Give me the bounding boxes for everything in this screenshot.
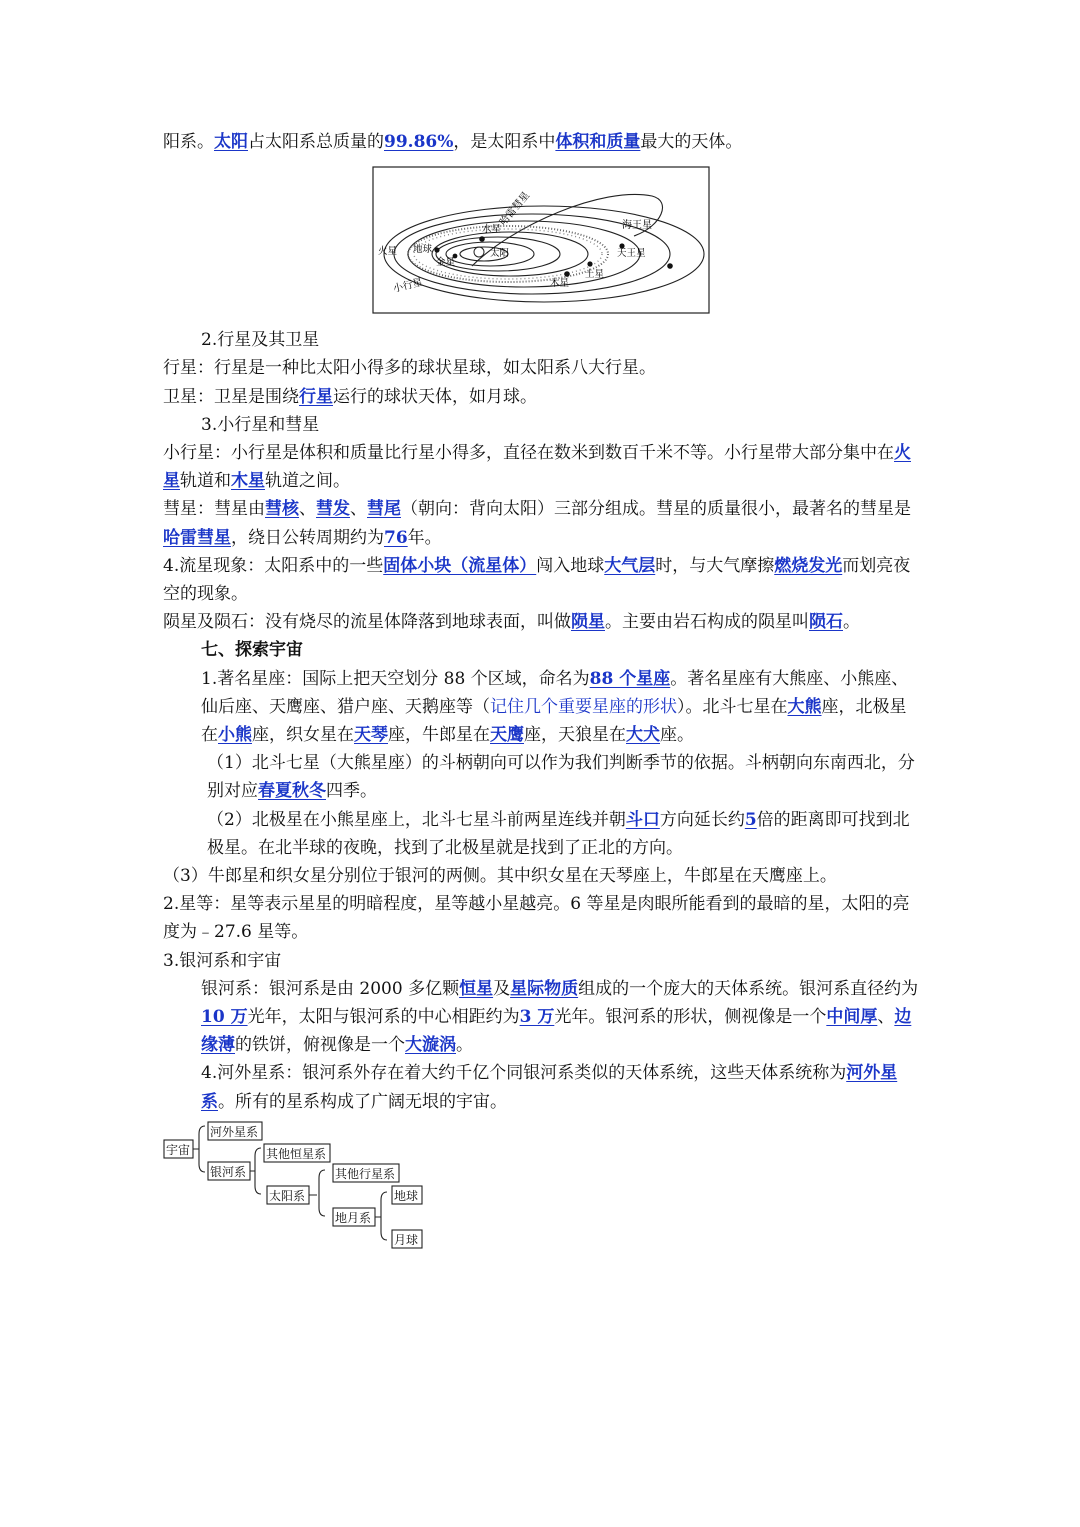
- satellite-definition: 卫星：卫星是围绕行星运行的球状天体，如月球。: [163, 386, 537, 407]
- diagram-label-mercury: 水星: [482, 224, 502, 236]
- solar-mass-paragraph: 阳系。太阳占太阳系总质量的99.86%，是太阳系中体积和质量最大的天体。: [163, 132, 743, 152]
- planet-definition: 行星：行星是一种比太阳小得多的球状星球，如太阳系八大行星。: [163, 358, 656, 379]
- document-page: [163, 128, 923, 1260]
- diagram-label-sun: 太阳: [490, 248, 510, 260]
- diagram-label-jupiter: 木星: [550, 278, 570, 290]
- tree-node-other-star-systems: 其他恒星系: [266, 1146, 327, 1161]
- tree-node-solar-system: 太阳系: [269, 1188, 306, 1203]
- diagram-label-earth: 地球: [413, 244, 433, 256]
- meteorite-paragraph: 陨星及陨石：没有烧尽的流星体降落到地球表面，叫做陨星。主要由岩石构成的陨星叫陨石。: [163, 612, 860, 633]
- section-explore-universe-heading: 七、探索宇宙: [201, 640, 303, 661]
- meteor-paragraph: 4.流星现象：太阳系中的一些固体小块（流星体）闯入地球大气层时，与大气摩擦燃烧发光而划亮夜空的现象。: [163, 555, 911, 605]
- polaris-paragraph: （2）北极星在小熊星座上，北斗七星斗前两星连线并朝斗口方向延长约5倍的距离即可找到北极星。在北半球的夜晚，找到了北极星就是找到了正北的方向。: [207, 809, 910, 858]
- tree-node-other-planet-systems: 其他行星系: [335, 1166, 396, 1181]
- solar-system-diagram: [372, 166, 710, 314]
- diagram-label-mars: 火星: [378, 246, 398, 258]
- tree-node-moon: 月球: [394, 1232, 419, 1247]
- diagram-label-venus: 金星: [436, 257, 456, 269]
- section-asteroid-comet-heading: 3.小行星和彗星: [201, 414, 320, 435]
- comet-paragraph: 彗星：彗星由彗核、彗发、彗尾（朝向：背向太阳）三部分组成。彗星的质量很小，最著名的彗星是哈雷彗星，绕日公转周期约为76年。: [163, 499, 911, 548]
- asteroid-paragraph: 小行星：小行星是体积和质量比行星小得多，直径在数米到数百千米不等。小行星带大部分集中在火星轨道和木星轨道之间。: [163, 443, 911, 492]
- tree-node-universe: 宇宙: [166, 1142, 191, 1157]
- tree-node-milky-way: 银河系: [210, 1164, 247, 1179]
- magnitude-paragraph: 2.星等：星等表示星星的明暗程度，星等越小星越亮。6 等星是肉眼所能看到的最暗的星，太阳的亮度为﹣27.6 星等。: [163, 894, 910, 943]
- diagram-label-uranus: 天王星: [617, 248, 646, 260]
- diagram-label-neptune: 海王星: [622, 220, 652, 232]
- big-dipper-paragraph: （1）北斗七星（大熊星座）的斗柄朝向可以作为我们判断季节的依据。斗柄朝向东南西北，分别对应春夏秋冬四季。: [207, 753, 915, 802]
- diagram-label-saturn: 土星: [585, 269, 605, 281]
- diagram-label-comet: 哈雷彗星: [497, 190, 533, 229]
- milky-way-paragraph: 银河系：银河系是由 2000 多亿颗恒星及星际物质组成的一个庞大的天体系统。银河系直径约为10 万光年，太阳与银河系的中心相距约为3 万光年。银河系的形状，侧视像是一个中间厚、边缘薄的铁饼，俯视像是一个大漩涡。: [201, 978, 919, 1056]
- tree-node-earth: 地球: [394, 1188, 419, 1203]
- altair-vega-paragraph: （3）牛郎星和织女星分别位于银河的两侧。其中织女星在天琴座上，牛郎星在天鹰座上。: [163, 866, 837, 887]
- constellation-paragraph: 1.著名星座：国际上把天空划分 88 个区域，命名为88 个星座。著名星座有大熊座、小熊座、仙后座、天鹰座、猎户座、天鹅座等（记住几个重要星座的形状）。北斗七星在大熊座，北极星在小熊座，织女星在天琴座，牛郎星在天鹰座，天狼星在大犬座。: [201, 668, 909, 746]
- extragalactic-paragraph: 4.河外星系：银河系外存在着大约千亿个同银河系类似的天体系统，这些天体系统称为河外星系。所有的星系构成了广阔无垠的宇宙。: [201, 1063, 898, 1112]
- tree-node-extragalactic: 河外星系: [210, 1124, 259, 1139]
- galaxy-heading: 3.银河系和宇宙: [163, 950, 282, 971]
- diagram-label-asteroid: 小行星: [392, 277, 424, 296]
- tree-node-earth-moon-system: 地月系: [335, 1210, 372, 1225]
- section-planets-heading: 2.行星及其卫星: [201, 330, 320, 351]
- universe-hierarchy-diagram: [163, 1120, 433, 1260]
